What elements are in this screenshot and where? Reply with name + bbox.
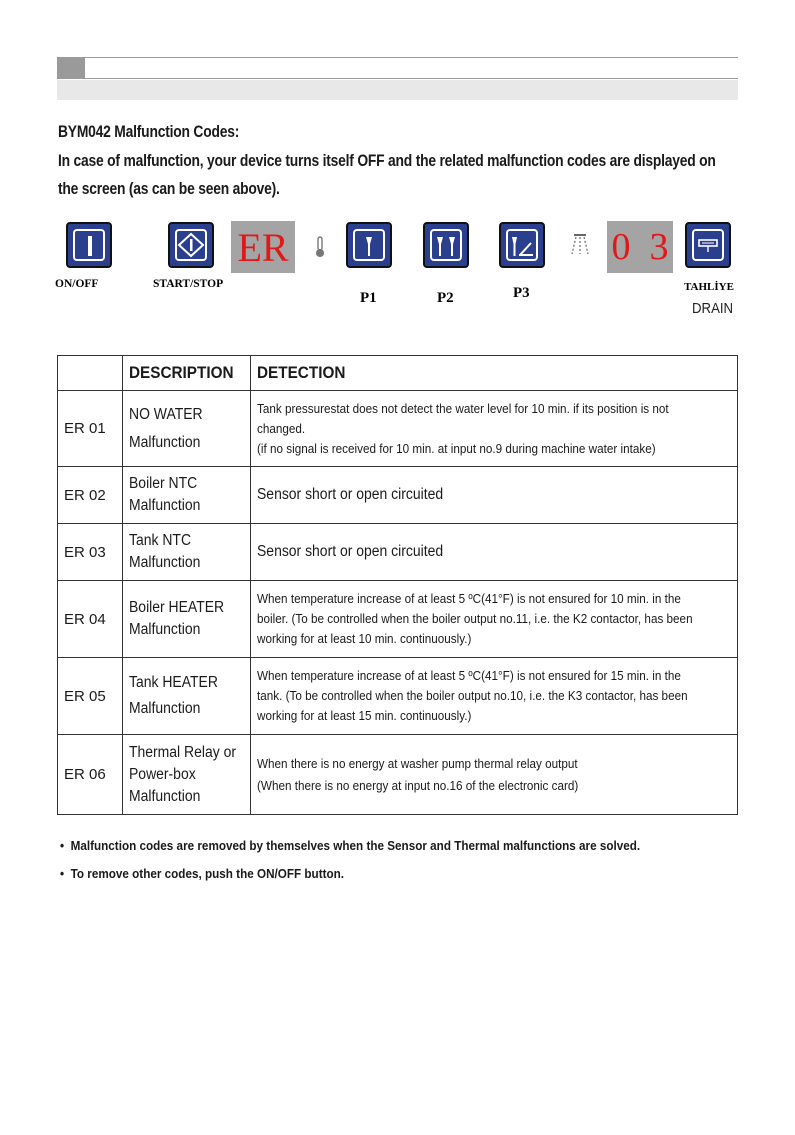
code-display-left: ER: [231, 221, 295, 273]
intro-line-1: In case of malfunction, your device turns itself OFF and the related malfunction codes are displayed on: [58, 152, 716, 170]
error-description: Tank NTC Malfunction: [123, 524, 251, 581]
error-code: ER 03: [58, 524, 123, 581]
power-icon: [68, 224, 114, 270]
table-row: [58, 581, 738, 658]
header-rule-mid: [85, 78, 738, 79]
table-row: [58, 658, 738, 735]
error-detection: Sensor short or open circuited: [251, 524, 738, 581]
error-code: ER 04: [58, 581, 123, 658]
code-display-right: 0 3: [607, 221, 673, 273]
error-code: ER 01: [58, 391, 123, 467]
error-code: ER 02: [58, 467, 123, 524]
on-off-button[interactable]: [66, 222, 112, 268]
program-3-label: P3: [513, 285, 530, 301]
table-row: [58, 735, 738, 815]
error-description: Thermal Relay or Power-box Malfunction: [123, 735, 251, 815]
error-description: NO WATER Malfunction: [123, 391, 251, 467]
thermometer-icon: [314, 236, 326, 258]
program-2-button[interactable]: [423, 222, 469, 268]
error-detection: Tank pressurestat does not detect the water level for 10 min. if its position is not changed. (if no signal is received for 10 min. at input no.9 during machine water intake): [251, 391, 738, 467]
shower-icon: [569, 232, 591, 258]
error-description: Boiler NTC Malfunction: [123, 467, 251, 524]
drain-label-en: DRAIN: [692, 300, 734, 317]
drain-icon: [687, 224, 733, 270]
program-3-button[interactable]: [499, 222, 545, 268]
program-1-icon: [348, 224, 394, 270]
intro-line-2: the screen (as can be seen above).: [58, 180, 280, 198]
table-row: [58, 524, 738, 581]
program-2-label: P2: [437, 290, 454, 306]
table-row: [58, 391, 738, 467]
error-detection: When temperature increase of at least 5 ºC(41°F) is not ensured for 15 min. in the tank. (To be controlled when the boiler output no.10, i.e. the K3 contactor, has been working for at least 15 min. continuously.): [251, 658, 738, 735]
error-detection: When temperature increase of at least 5 ºC(41°F) is not ensured for 10 min. in the boiler. (To be controlled when the boiler output no.11, i.e. the K2 contactor, has been working for at least 10 min. continuously.): [251, 581, 738, 658]
note-item: • Malfunction codes are removed by themselves when the Sensor and Thermal malfunctions are solved.: [60, 838, 641, 853]
program-2-icon: [425, 224, 471, 270]
header-code: [58, 356, 123, 391]
start-stop-label: START/STOP: [153, 278, 224, 290]
error-code: ER 05: [58, 658, 123, 735]
error-description: Boiler HEATER Malfunction: [123, 581, 251, 658]
program-3-icon: [501, 224, 547, 270]
error-code: ER 06: [58, 735, 123, 815]
on-off-label: ON/OFF: [55, 278, 99, 290]
program-1-button[interactable]: [346, 222, 392, 268]
start-stop-button[interactable]: [168, 222, 214, 268]
note-item: • To remove other codes, push the ON/OFF button.: [60, 866, 345, 881]
error-detection: Sensor short or open circuited: [251, 467, 738, 524]
header-rule-top: [57, 57, 738, 58]
drain-label-tr: TAHLİYE: [684, 281, 734, 293]
section-marker: [57, 58, 85, 79]
header-detection: DETECTION: [251, 356, 738, 391]
start-stop-icon: [170, 224, 216, 270]
table-header-row: [58, 356, 738, 391]
drain-button[interactable]: [685, 222, 731, 268]
header-band: [57, 80, 738, 100]
error-detection: When there is no energy at washer pump thermal relay output (When there is no energy at input no.16 of the electronic card): [251, 735, 738, 815]
error-description: Tank HEATER Malfunction: [123, 658, 251, 735]
malfunction-table: [57, 355, 738, 815]
table-row: [58, 467, 738, 524]
section-heading: BYM042 Malfunction Codes:: [58, 123, 240, 141]
header-description: DESCRIPTION: [123, 356, 251, 391]
program-1-label: P1: [360, 290, 377, 306]
